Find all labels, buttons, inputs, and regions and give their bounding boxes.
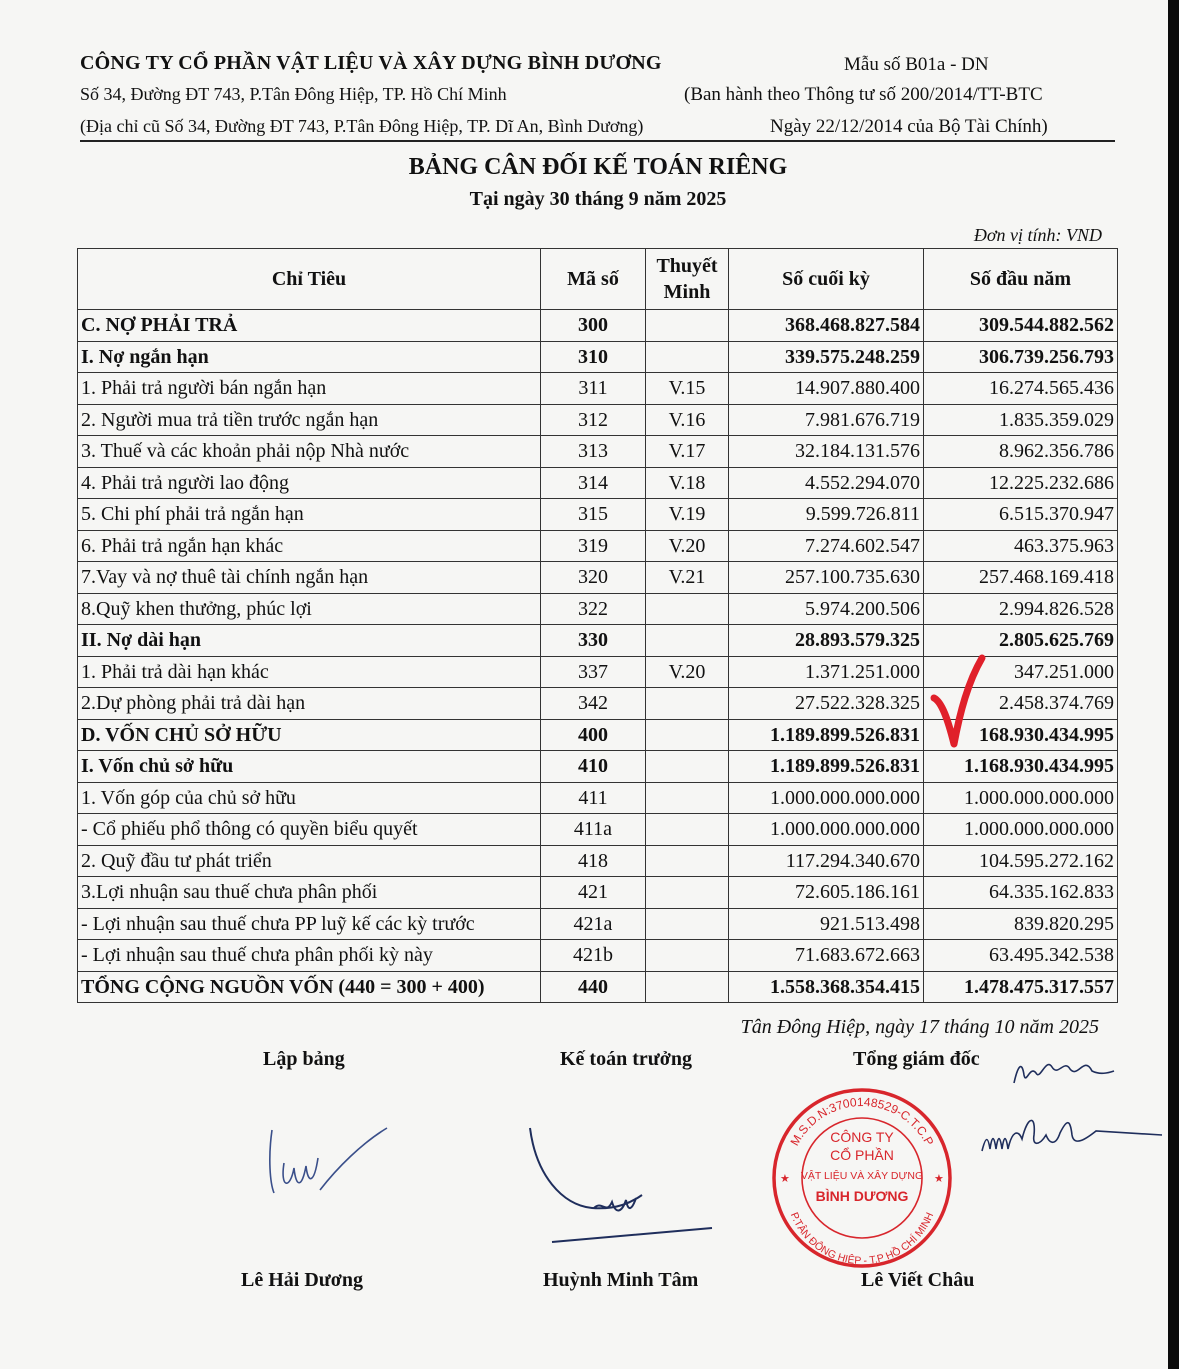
row-note [646,593,729,625]
row-begin-value: 306.739.256.793 [924,341,1118,373]
row-begin-value: 2.994.826.528 [924,593,1118,625]
row-code: 421b [541,940,646,972]
row-item: 6. Phải trả ngắn hạn khác [78,530,541,562]
col-header-note [646,249,729,310]
row-note [646,782,729,814]
director-initials [1008,1045,1118,1095]
row-item: - Lợi nhuận sau thuế chưa phân phối kỳ này [78,940,541,972]
row-begin-value: 2.458.374.769 [924,688,1118,720]
row-begin-value: 1.168.930.434.995 [924,751,1118,783]
row-code: 337 [541,656,646,688]
col-header-end: Số cuối kỳ [729,249,924,310]
row-end-value: 339.575.248.259 [729,341,924,373]
row-note: V.21 [646,562,729,594]
row-end-value: 5.974.200.506 [729,593,924,625]
report-date: Tại ngày 30 tháng 9 năm 2025 [469,188,727,210]
row-begin-value: 463.375.963 [924,530,1118,562]
screen-edge [1168,0,1179,1369]
director-signature [976,1105,1166,1165]
row-code: 319 [541,530,646,562]
seal-line-3: VẬT LIỆU VÀ XÂY DỰNG [800,1170,924,1182]
row-end-value: 27.522.328.325 [729,688,924,720]
row-end-value: 9.599.726.811 [729,499,924,531]
row-note [646,877,729,909]
table-header-row [78,249,1118,310]
row-begin-value: 16.274.565.436 [924,373,1118,405]
row-note [646,625,729,657]
table-row [78,562,1118,594]
row-begin-value: 63.495.342.538 [924,940,1118,972]
row-note: V.18 [646,467,729,499]
row-note: V.20 [646,656,729,688]
row-item: I. Nợ ngắn hạn [78,341,541,373]
row-end-value: 14.907.880.400 [729,373,924,405]
table-row [78,593,1118,625]
row-code: 421 [541,877,646,909]
row-code: 315 [541,499,646,531]
row-begin-value: 347.251.000 [924,656,1118,688]
seal-line-1: CÔNG TY [830,1129,894,1145]
company-name: CÔNG TY CỔ PHẦN VẬT LIỆU VÀ XÂY DỰNG BÌNH DƯƠNG [80,52,662,74]
company-old-address: (Địa chỉ cũ Số 34, Đường ĐT 743, P.Tân Đông Hiệp, TP. Dĩ An, Bình Dương) [80,116,644,136]
row-end-value: 32.184.131.576 [729,436,924,468]
check-mark-icon [928,652,988,750]
row-note [646,310,729,342]
row-item: 8.Quỹ khen thưởng, phúc lợi [78,593,541,625]
row-item: I. Vốn chủ sở hữu [78,751,541,783]
row-code: 410 [541,751,646,783]
currency-unit: Đơn vị tính: VND [973,225,1102,245]
row-note: V.19 [646,499,729,531]
row-item: 2. Quỹ đầu tư phát triển [78,845,541,877]
table-row [78,814,1118,846]
table-row [78,467,1118,499]
row-begin-value: 6.515.370.947 [924,499,1118,531]
row-note [646,845,729,877]
row-begin-value: 1.000.000.000.000 [924,814,1118,846]
table-row [78,782,1118,814]
row-item: D. VỐN CHỦ SỞ HỮU [78,719,541,751]
row-begin-value: 12.225.232.686 [924,467,1118,499]
row-item: 1. Vốn góp của chủ sở hữu [78,782,541,814]
form-number: Mẫu số B01a - DN [844,54,989,75]
row-begin-value: 257.468.169.418 [924,562,1118,594]
seal-ring-bottom: P.TÂN ĐÔNG HIỆP - T.P HỒ CHÍ MINH [787,1210,937,1268]
row-item: 3.Lợi nhuận sau thuế chưa phân phối [78,877,541,909]
balance-sheet-table [77,248,1118,1003]
seal-star-icon: ★ [780,1172,790,1185]
table-row [78,845,1118,877]
row-note [646,971,729,1003]
row-code: 320 [541,562,646,594]
col-header-code: Mã số [541,249,646,310]
row-end-value: 117.294.340.670 [729,845,924,877]
table-row [78,310,1118,342]
row-begin-value: 64.335.162.833 [924,877,1118,909]
col-header-note-line2: Minh [663,281,711,303]
row-code: 310 [541,341,646,373]
table-row [78,908,1118,940]
row-item: 2.Dự phòng phải trả dài hạn [78,688,541,720]
row-code: 418 [541,845,646,877]
row-begin-value: 839.820.295 [924,908,1118,940]
accountant-signature [522,1120,722,1250]
row-item: 1. Phải trả dài hạn khác [78,656,541,688]
issued-date: Ngày 22/12/2014 của Bộ Tài Chính) [770,116,1048,137]
row-item: 5. Chi phí phải trả ngắn hạn [78,499,541,531]
row-note [646,814,729,846]
company-seal [762,1078,962,1278]
row-code: 411a [541,814,646,846]
row-code: 312 [541,404,646,436]
row-item: 7.Vay và nợ thuê tài chính ngắn hạn [78,562,541,594]
row-item: 3. Thuế và các khoản phải nộp Nhà nước [78,436,541,468]
table-row [78,341,1118,373]
row-code: 342 [541,688,646,720]
row-note [646,719,729,751]
row-begin-value: 168.930.434.995 [924,719,1118,751]
company-address: Số 34, Đường ĐT 743, P.Tân Đông Hiệp, TP. Hồ Chí Minh [80,84,507,104]
row-note: V.20 [646,530,729,562]
row-end-value: 7.274.602.547 [729,530,924,562]
row-end-value: 7.981.676.719 [729,404,924,436]
table-row [78,877,1118,909]
row-code: 421a [541,908,646,940]
seal-line-4: BÌNH DƯƠNG [815,1188,909,1204]
row-begin-value: 1.478.475.317.557 [924,971,1118,1003]
seal-line-2: CỔ PHẦN [830,1147,894,1163]
table-row [78,373,1118,405]
col-header-note-line1: Thuyết [656,255,718,277]
row-note [646,688,729,720]
header-rule [80,140,1115,142]
row-begin-value: 1.000.000.000.000 [924,782,1118,814]
row-end-value: 1.000.000.000.000 [729,814,924,846]
row-note: V.15 [646,373,729,405]
row-end-value: 28.893.579.325 [729,625,924,657]
row-item: TỔNG CỘNG NGUỒN VỐN (440 = 300 + 400) [78,971,541,1003]
row-code: 313 [541,436,646,468]
director-name: Lê Viết Châu [861,1269,975,1291]
row-end-value: 1.189.899.526.831 [729,719,924,751]
table-row [78,940,1118,972]
row-begin-value: 1.835.359.029 [924,404,1118,436]
row-note: V.17 [646,436,729,468]
row-end-value: 1.189.899.526.831 [729,751,924,783]
row-note [646,908,729,940]
row-code: 400 [541,719,646,751]
row-end-value: 4.552.294.070 [729,467,924,499]
row-code: 311 [541,373,646,405]
row-code: 322 [541,593,646,625]
row-end-value: 921.513.498 [729,908,924,940]
row-code: 440 [541,971,646,1003]
row-item: 1. Phải trả người bán ngắn hạn [78,373,541,405]
row-note: V.16 [646,404,729,436]
row-begin-value: 2.805.625.769 [924,625,1118,657]
col-header-item: Chỉ Tiêu [78,249,541,310]
row-code: 411 [541,782,646,814]
row-item: II. Nợ dài hạn [78,625,541,657]
row-item: 4. Phải trả người lao động [78,467,541,499]
row-code: 314 [541,467,646,499]
row-begin-value: 8.962.356.786 [924,436,1118,468]
table-row [78,971,1118,1003]
row-item: 2. Người mua trả tiền trước ngắn hạn [78,404,541,436]
preparer-signature [262,1118,392,1203]
row-code: 330 [541,625,646,657]
row-item: - Cổ phiếu phổ thông có quyền biểu quyết [78,814,541,846]
row-end-value: 257.100.735.630 [729,562,924,594]
row-code: 300 [541,310,646,342]
row-end-value: 71.683.672.663 [729,940,924,972]
row-end-value: 72.605.186.161 [729,877,924,909]
page-title: BẢNG CÂN ĐỐI KẾ TOÁN RIÊNG [408,154,788,180]
table-row [78,436,1118,468]
place-date: Tân Đông Hiệp, ngày 17 tháng 10 năm 2025 [740,1016,1099,1038]
accountant-role: Kế toán trưởng [560,1048,692,1070]
row-begin-value: 104.595.272.162 [924,845,1118,877]
row-begin-value: 309.544.882.562 [924,310,1118,342]
col-header-begin: Số đầu năm [924,249,1118,310]
table-row [78,751,1118,783]
table-row [78,404,1118,436]
row-end-value: 368.468.827.584 [729,310,924,342]
preparer-name: Lê Hải Dương [241,1269,363,1291]
row-end-value: 1.558.368.354.415 [729,971,924,1003]
seal-star-icon: ★ [934,1172,944,1185]
row-item: C. NỢ PHẢI TRẢ [78,310,541,342]
accountant-name: Huỳnh Minh Tâm [543,1269,699,1291]
row-note [646,341,729,373]
seal-ring-top: M.S.D.N:3700148529-C.T.C.P [787,1094,937,1149]
issued-by: (Ban hành theo Thông tư số 200/2014/TT-BTC [684,84,1043,105]
row-note [646,751,729,783]
table-row [78,530,1118,562]
row-end-value: 1.000.000.000.000 [729,782,924,814]
preparer-role: Lập bảng [263,1048,345,1070]
row-item: - Lợi nhuận sau thuế chưa PP luỹ kế các kỳ trước [78,908,541,940]
director-role: Tổng giám đốc [853,1048,980,1070]
row-end-value: 1.371.251.000 [729,656,924,688]
row-note [646,940,729,972]
table-row [78,499,1118,531]
